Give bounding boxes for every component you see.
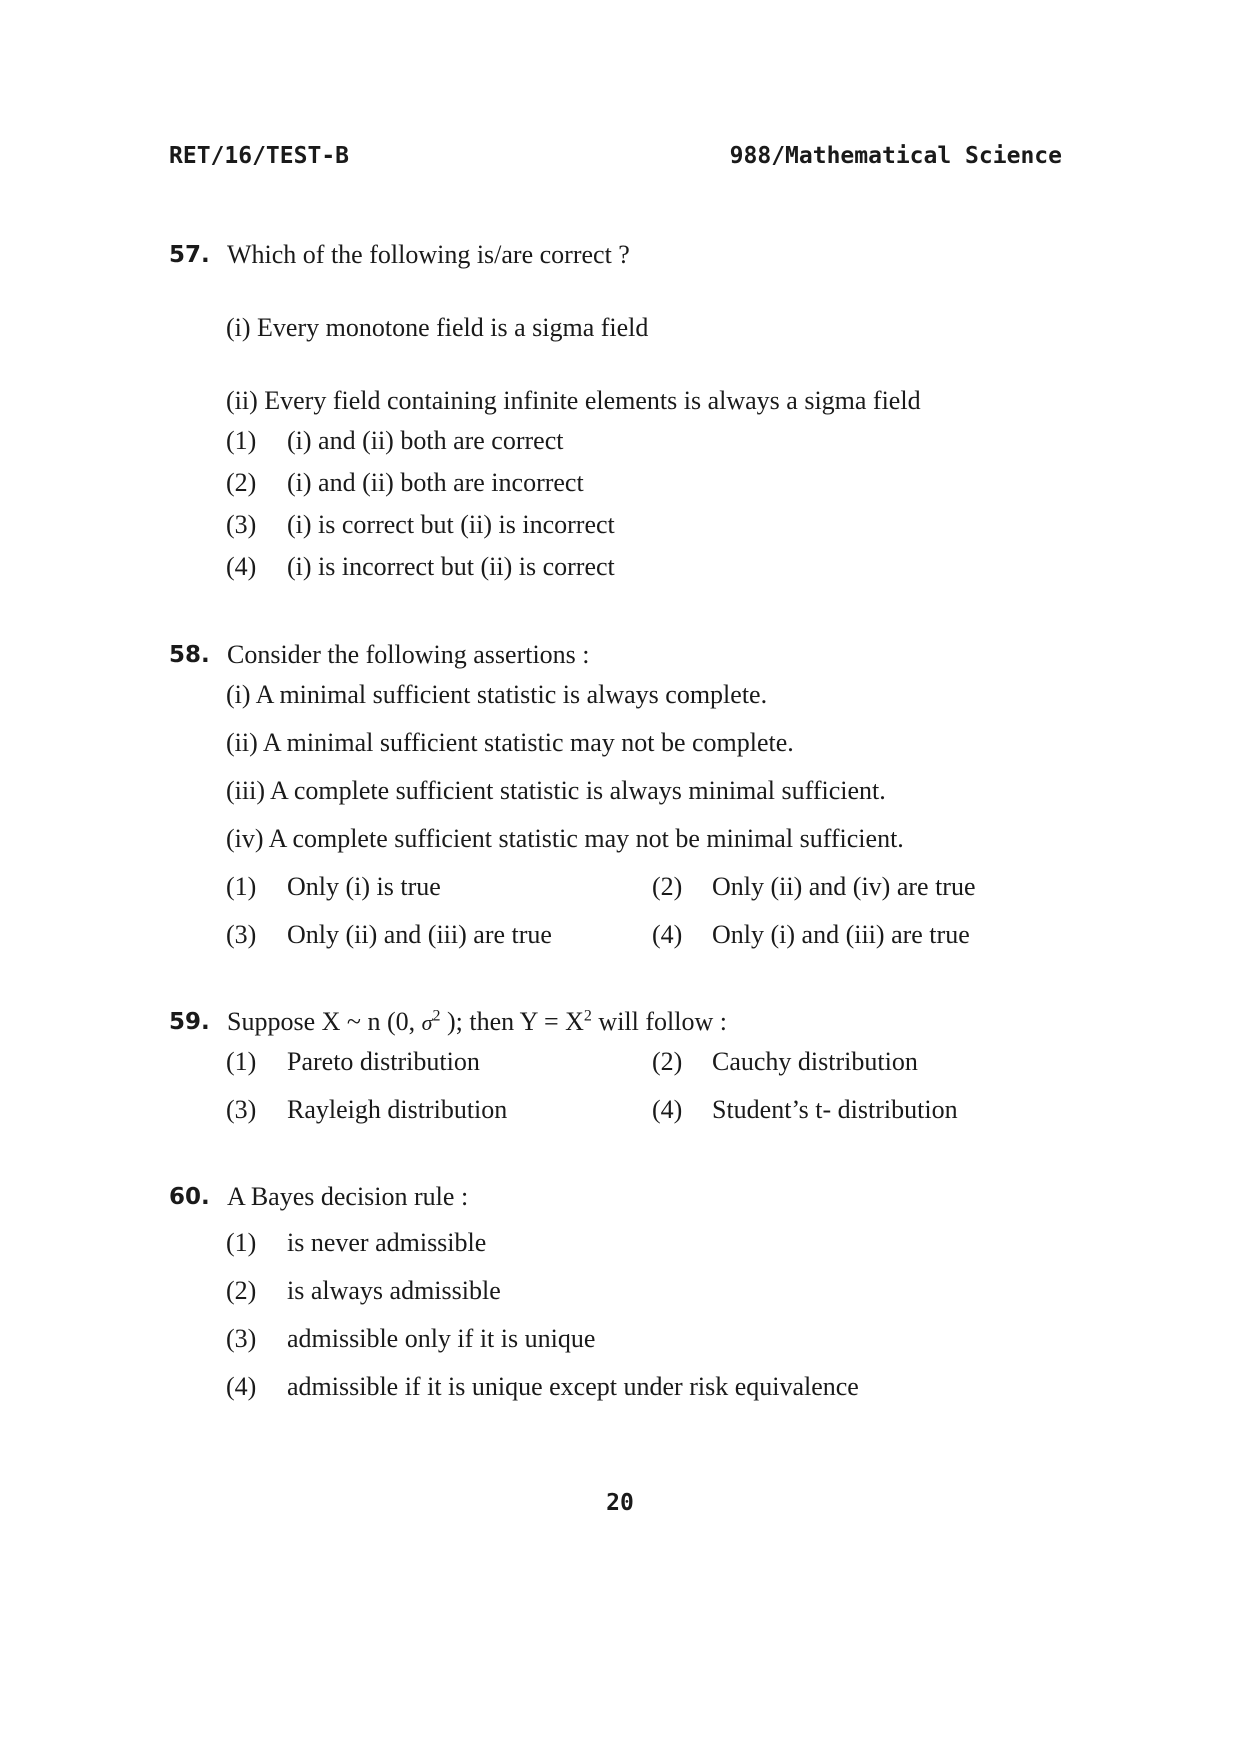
text-prefix: Suppose X ~ n (0, [227, 1007, 416, 1036]
option-3-text[interactable]: Only (ii) and (iii) are true [287, 920, 552, 949]
option-1-text[interactable]: Pareto distribution [287, 1047, 480, 1076]
option-2[interactable] [169, 1271, 1089, 1319]
question-stem [169, 1177, 1089, 1223]
question-text: Consider the following assertions : [227, 640, 590, 669]
question-text: Which of the following is/are correct ? [227, 240, 630, 269]
option-4-number[interactable]: (4) [652, 1095, 683, 1124]
question-stem [169, 1002, 1089, 1042]
statement-i: (i) Every monotone field is a sigma field [226, 313, 649, 342]
question-number: 59. [169, 1009, 210, 1035]
text-suffix: will follow : [598, 1007, 727, 1036]
option-1-text[interactable]: Only (i) is true [287, 872, 441, 901]
page-header [169, 143, 1069, 179]
option-2-text[interactable]: Only (ii) and (iv) are true [712, 872, 976, 901]
page-number: 20 [606, 1490, 634, 1516]
option-number: (4) [226, 552, 257, 581]
option-4[interactable] [169, 1367, 1089, 1407]
option-row-2 [169, 1090, 1089, 1130]
option-3-number[interactable]: (3) [226, 920, 257, 949]
option-text: is never admissible [287, 1228, 487, 1257]
statement-ii: (ii) A minimal sufficient statistic may not be complete. [226, 728, 794, 757]
sigma-exponent: 2 [432, 1007, 441, 1025]
question-60 [169, 1177, 1089, 1407]
question-number: 58. [169, 642, 210, 668]
question-stem [169, 635, 1089, 675]
statement-iv: (iv) A complete sufficient statistic may not be minimal sufficient. [226, 824, 904, 853]
statement-i: (i) A minimal sufficient statistic is always complete. [226, 680, 768, 709]
option-number: (1) [226, 1228, 257, 1257]
statement-iii: (iii) A complete sufficient statistic is always minimal sufficient. [226, 776, 886, 805]
option-2[interactable] [169, 463, 1089, 505]
option-row-1 [169, 1042, 1089, 1090]
option-4[interactable] [169, 547, 1089, 589]
option-number: (1) [226, 426, 257, 455]
question-number: 57. [169, 242, 210, 268]
question-58 [169, 635, 1089, 955]
option-text: (i) and (ii) both are incorrect [287, 468, 584, 497]
option-number: (4) [226, 1372, 257, 1401]
question-57 [169, 235, 1089, 589]
option-1[interactable] [169, 1223, 1089, 1271]
option-4-text[interactable]: Only (i) and (iii) are true [712, 920, 970, 949]
option-3[interactable] [169, 1319, 1089, 1367]
option-2-number[interactable]: (2) [652, 872, 683, 901]
text-middle: ); then Y = X [446, 1007, 584, 1036]
y-exponent: 2 [583, 1007, 592, 1025]
question-59 [169, 1002, 1089, 1130]
option-text: (i) is correct but (ii) is incorrect [287, 510, 615, 539]
option-4-text[interactable]: Student’s t- distribution [712, 1095, 958, 1124]
option-row-1 [169, 867, 1089, 915]
question-stem [169, 235, 1089, 275]
question-number: 60. [169, 1184, 210, 1210]
option-number: (2) [226, 468, 257, 497]
option-2-number[interactable]: (2) [652, 1047, 683, 1076]
option-3[interactable] [169, 505, 1089, 547]
option-number: (3) [226, 510, 257, 539]
option-number: (3) [226, 1324, 257, 1353]
option-text: admissible only if it is unique [287, 1324, 596, 1353]
option-1[interactable] [169, 421, 1089, 463]
option-text: admissible if it is unique except under risk equivalence [287, 1372, 859, 1401]
option-text: (i) and (ii) both are correct [287, 426, 564, 455]
statement-ii: (ii) Every field containing infinite elements is always a sigma field [226, 386, 921, 415]
subject-title: 988/Mathematical Science [729, 143, 1062, 169]
question-text [227, 1002, 727, 1043]
option-1-number[interactable]: (1) [226, 872, 257, 901]
option-1-number[interactable]: (1) [226, 1047, 257, 1076]
option-3-number[interactable]: (3) [226, 1095, 257, 1124]
option-2-text[interactable]: Cauchy distribution [712, 1047, 918, 1076]
option-4-number[interactable]: (4) [652, 920, 683, 949]
option-number: (2) [226, 1276, 257, 1305]
sigma-symbol: σ [421, 1010, 433, 1035]
test-code: RET/16/TEST-B [169, 143, 350, 169]
option-row-2 [169, 915, 1089, 955]
option-text: (i) is incorrect but (ii) is correct [287, 552, 615, 581]
option-3-text[interactable]: Rayleigh distribution [287, 1095, 508, 1124]
option-text: is always admissible [287, 1276, 501, 1305]
question-text: A Bayes decision rule : [227, 1182, 469, 1211]
